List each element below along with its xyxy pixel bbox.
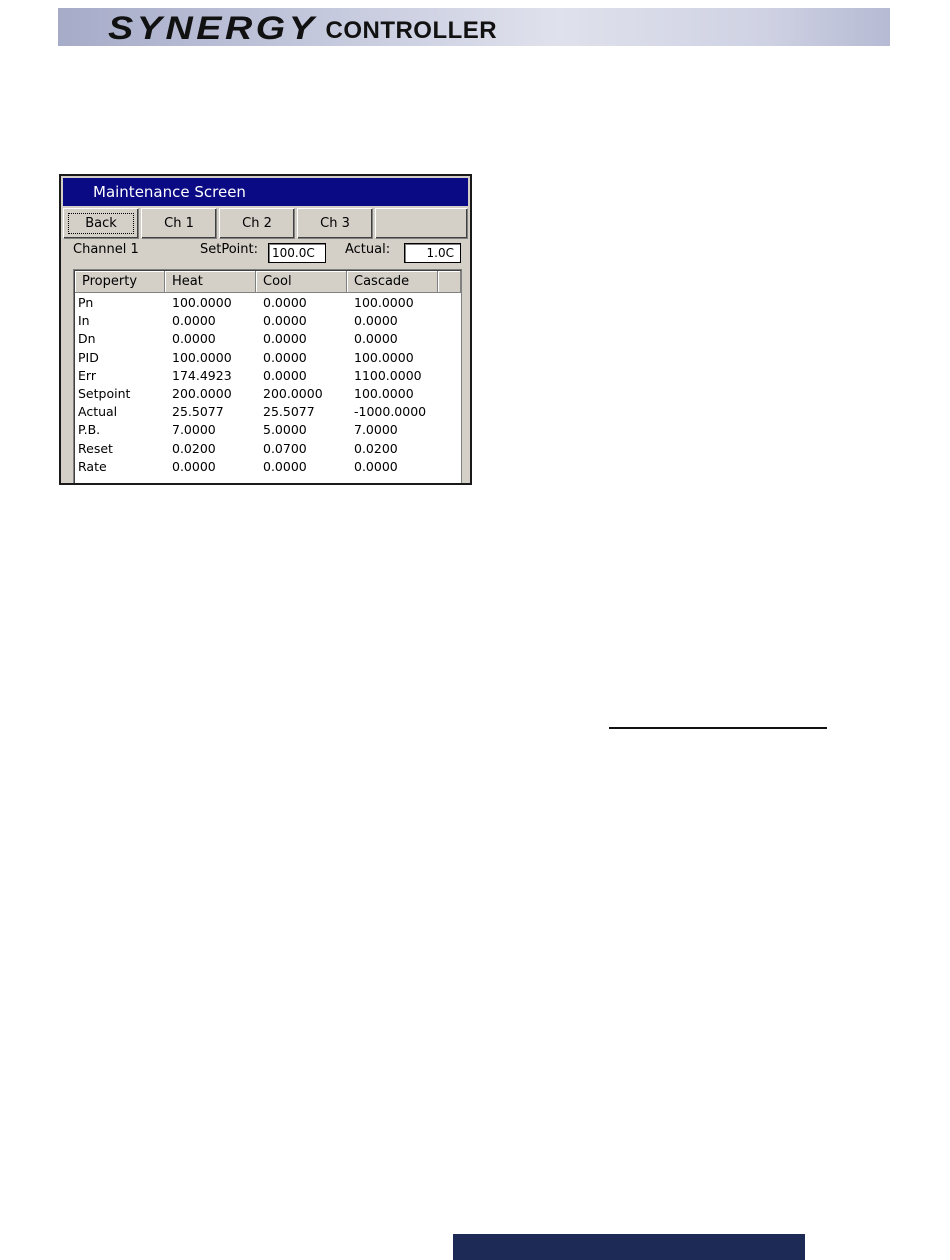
table-cell: 0.0000 — [263, 349, 307, 365]
banner-title-synergy: SYNERGY — [108, 10, 318, 46]
table-cell: 5.0000 — [263, 422, 307, 438]
column-header-filler — [438, 271, 461, 293]
table-cell: 100.0000 — [354, 295, 414, 310]
maintenance-screen-window — [59, 174, 472, 485]
pid-property-table — [73, 269, 462, 485]
table-cell: 0.0000 — [263, 295, 307, 310]
table-cell: Setpoint — [78, 385, 131, 401]
table-row[interactable] — [75, 440, 461, 458]
table-cell: 1100.0000 — [354, 367, 422, 383]
table-cell: 0.0000 — [263, 313, 307, 329]
channel-label: Channel 1 — [73, 242, 139, 257]
table-row[interactable] — [75, 330, 461, 348]
table-cell: 100.0000 — [354, 385, 414, 401]
table-cell: 0.0200 — [172, 440, 216, 456]
page-banner — [58, 8, 890, 46]
table-row[interactable] — [75, 349, 461, 367]
table-cell: 100.0000 — [172, 349, 232, 365]
tab-ch3[interactable]: Ch 3 — [297, 208, 373, 239]
column-header-property[interactable]: Property — [75, 271, 165, 293]
actual-label: Actual: — [345, 242, 391, 257]
table-cell: PID — [78, 349, 99, 365]
table-cell: Err — [78, 367, 96, 383]
table-cell: Pn — [78, 295, 94, 310]
table-row[interactable] — [75, 403, 461, 421]
table-cell: 0.0700 — [263, 440, 307, 456]
table-header — [75, 271, 461, 293]
column-header-cascade[interactable]: Cascade — [347, 271, 438, 293]
table-cell: 0.0000 — [263, 458, 307, 474]
table-row[interactable] — [75, 294, 461, 312]
table-cell: In — [78, 313, 90, 329]
table-cell: 200.0000 — [263, 385, 323, 401]
banner-title — [108, 10, 497, 46]
table-cell: 0.0000 — [354, 313, 398, 329]
table-row[interactable] — [75, 367, 461, 385]
table-cell: 174.4923 — [172, 367, 232, 383]
tab-empty[interactable] — [375, 208, 468, 239]
banner-title-controller: CONTROLLER — [325, 17, 498, 44]
table-cell: 25.5077 — [172, 404, 224, 420]
table-cell: 0.0000 — [354, 458, 398, 474]
footer-bar — [453, 1234, 805, 1260]
channel-info-row — [63, 240, 468, 267]
channel-tab-bar — [63, 208, 468, 239]
table-body — [75, 294, 461, 476]
column-header-heat[interactable]: Heat — [165, 271, 256, 293]
setpoint-label: SetPoint: — [200, 242, 259, 257]
table-cell: -1000.0000 — [354, 404, 427, 420]
table-cell: Dn — [78, 331, 96, 347]
table-row[interactable] — [75, 458, 461, 476]
table-cell: 0.0200 — [354, 440, 398, 456]
setpoint-value-field[interactable]: 100.0C — [268, 243, 326, 263]
table-cell: 100.0000 — [172, 295, 232, 310]
table-cell: 0.0000 — [263, 367, 307, 383]
table-cell: 7.0000 — [172, 422, 216, 438]
actual-value-field[interactable]: 1.0C — [404, 243, 461, 263]
table-cell: 0.0000 — [172, 313, 216, 329]
table-cell: 25.5077 — [263, 404, 315, 420]
table-row[interactable] — [75, 385, 461, 403]
signature-rule-line — [609, 727, 827, 729]
tab-ch2[interactable]: Ch 2 — [219, 208, 295, 239]
column-header-cool[interactable]: Cool — [256, 271, 347, 293]
back-button[interactable] — [63, 208, 139, 239]
table-row[interactable] — [75, 421, 461, 439]
tab-ch1[interactable]: Ch 1 — [141, 208, 217, 239]
table-cell: 0.0000 — [263, 331, 307, 347]
table-cell: 0.0000 — [172, 331, 216, 347]
back-button-label: Back — [68, 213, 134, 234]
table-cell: Actual — [78, 404, 118, 420]
table-cell: 100.0000 — [354, 349, 414, 365]
table-cell: Rate — [78, 458, 107, 474]
table-cell: 200.0000 — [172, 385, 232, 401]
window-titlebar: Maintenance Screen — [63, 178, 468, 206]
table-cell: Reset — [78, 440, 113, 456]
table-row[interactable] — [75, 312, 461, 330]
table-cell: P.B. — [78, 422, 101, 438]
table-cell: 7.0000 — [354, 422, 398, 438]
table-cell: 0.0000 — [172, 458, 216, 474]
table-cell: 0.0000 — [354, 331, 398, 347]
